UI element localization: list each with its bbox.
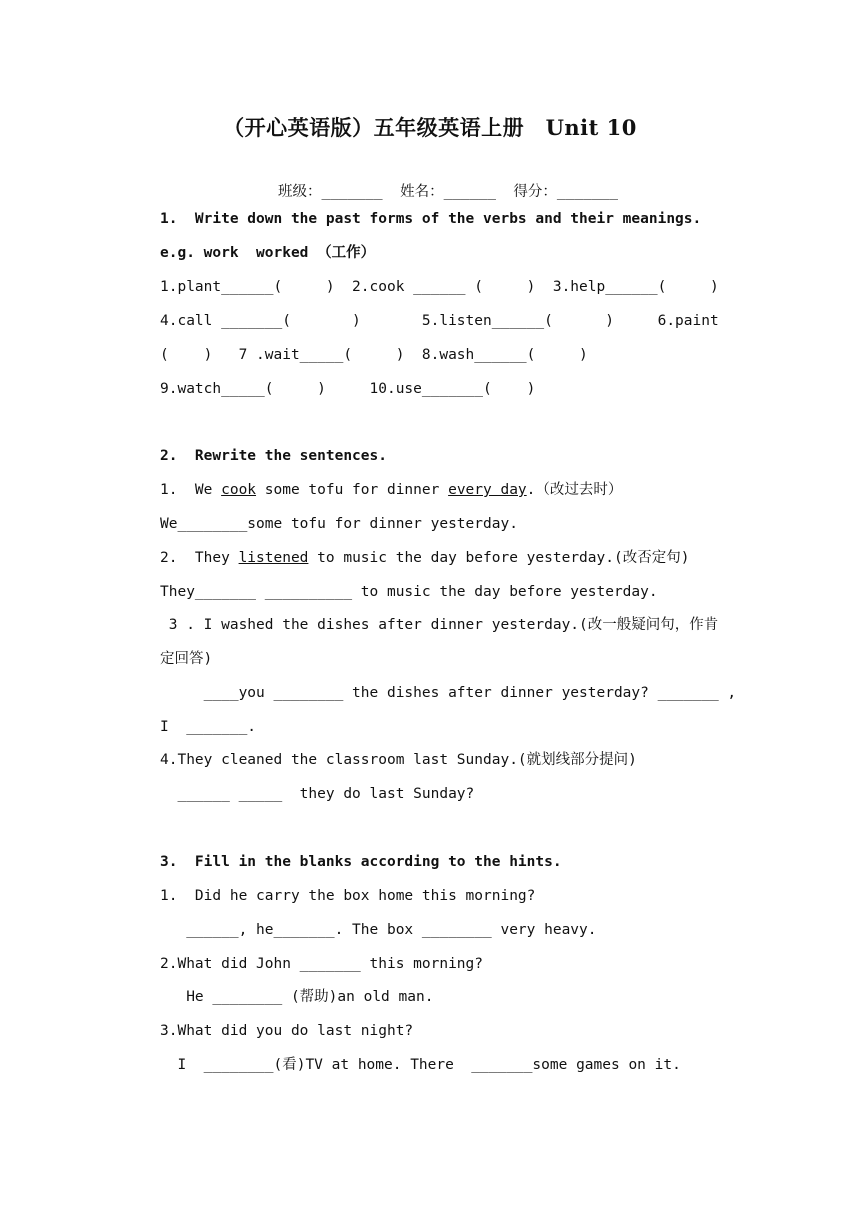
section3-question2: 2.What did John _______ this morning? [160,956,484,972]
q1-prefix: 1. We [160,482,222,498]
page-title: （开心英语版）五年级英语上册 Unit 10 [223,115,637,140]
section1-row4: 9.watch_____( ) 10.use_______( ) [160,381,536,397]
section2-question3-line1: 3 . I washed the dishes after dinner yesterday.(改一般疑问句，作肯 [160,617,719,633]
section2-answer4: ______ _____ they do last Sunday? [160,786,475,802]
q1-suffix: .（改过去时） [526,482,623,498]
section2-answer2: They_______ __________ to music the day before yesterday. [160,584,658,600]
section2-heading: 2. Rewrite the sentences. [160,448,387,464]
q1-underlined-everyday: every day [448,482,527,498]
section3-answer1: ______, he_______. The box ________ very heavy. [160,922,597,938]
section3-question1: 1. Did he carry the box home this morning? [160,888,536,904]
section2-question3-line2: 定回答) [160,651,213,667]
q2-suffix: to music the day before yesterday.(改否定句) [308,550,690,566]
section2-answer3-line1: ____you ________ the dishes after dinner yesterday? _______ , [160,685,737,701]
section3-answer2: He ________ (帮助)an old man. [160,989,434,1005]
section2-answer1: We________some tofu for dinner yesterday. [160,516,518,532]
q1-underlined-cook: cook [221,482,257,498]
section3-answer3: I ________(看)TV at home. There _______some games on it. [160,1057,681,1073]
section2-question1 [160,480,740,500]
section2-question2 [160,548,740,568]
q2-prefix: 2. They [160,550,239,566]
section1-row3: ( ) 7 .wait_____( ) 8.wash______( ) [160,347,588,363]
section1-row2: 4.call _______( ) 5.listen______( ) 6.paint [160,313,719,329]
header-fields: 班级：_______ 姓名：______ 得分：_______ [278,184,619,200]
section2-answer3-line2: I _______. [160,719,257,735]
section1-row1: 1.plant______( ) 2.cook ______ ( ) 3.help______( ) [160,279,719,295]
section2-question4: 4.They cleaned the classroom last Sunday.(就划线部分提问) [160,752,637,768]
section1-example: e.g. work worked （工作） [160,245,376,261]
section1-heading: 1. Write down the past forms of the verbs and their meanings. [160,211,702,227]
q2-underlined-listened: listened [238,550,309,566]
section3-question3: 3.What did you do last night? [160,1023,414,1039]
section3-heading: 3. Fill in the blanks according to the hints. [160,854,562,870]
q1-middle: some tofu for dinner [256,482,449,498]
